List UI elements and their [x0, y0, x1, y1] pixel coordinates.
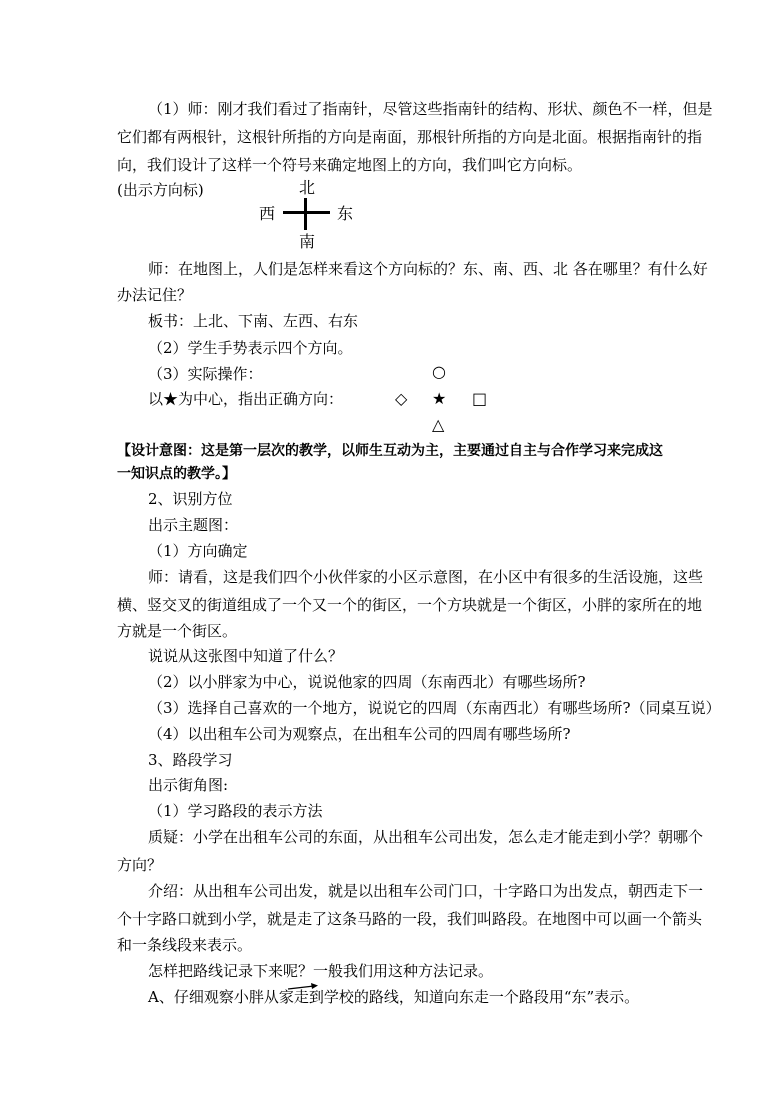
doubt-line1: 质疑：小学在出租车公司的东面，从出租车公司出发，怎么走才能走到小学？朝哪个 — [148, 828, 704, 846]
triangle-symbol: △ — [432, 415, 445, 434]
question-line2: 办法记住？ — [117, 286, 193, 304]
circle-symbol: ○ — [432, 362, 446, 381]
question-line1: 师：在地图上，人们是怎样来看这个方向标的？东、南、西、北 各在哪里？有什么好 — [148, 260, 708, 278]
a-observe-route: A、仔细观察小胖从家走到学校的路线，知道向东走一个路段用“东”表示。 — [148, 988, 640, 1006]
compass-east: 东 — [337, 204, 354, 223]
show-theme-map: 出示主题图： — [148, 516, 239, 534]
para-teacher-line1: （1）师：刚才我们看过了指南针，尽管这些指南针的结构、形状、颜色不一样，但是 — [148, 100, 713, 118]
compass-south: 南 — [299, 232, 316, 251]
compass-cross-vertical — [304, 198, 307, 230]
direction-fix: （1）方向确定 — [148, 542, 248, 560]
teacher-map-line2: 横、竖交叉的街道组成了一个又一个的街区，一个方块就是一个街区，小胖的家所在的地 — [117, 596, 703, 614]
square-symbol: □ — [472, 389, 488, 408]
compass-cross-horizontal — [283, 211, 330, 214]
section-3-heading: 3、路段学习 — [148, 751, 233, 769]
compass-north: 北 — [299, 178, 316, 197]
question-2: （2）以小胖家为中心，说说他家的四周（东南西北）有哪些场所? — [148, 673, 586, 691]
question-4: （4）以出租车公司为观察点，在出租车公司的四周有哪些场所? — [148, 725, 571, 743]
para-teacher-line3: 向，我们设计了这样一个符号来确定地图上的方向，我们叫它方向标。 — [117, 156, 583, 174]
east-arrow-icon — [287, 983, 319, 993]
step-gesture: （2）学生手势表示四个方向。 — [148, 339, 353, 357]
diamond-symbol: ◇ — [395, 389, 408, 408]
say-what-learned: 说说从这张图中知道了什么？ — [148, 647, 344, 665]
intro-line2: 个十字路口就到小学，就是走了这条马路的一段，我们叫路段。在地图中可以画一个箭头 — [117, 910, 703, 928]
doubt-line2: 方向？ — [117, 856, 163, 874]
intro-line1: 介绍：从出租车公司出发，就是以出租车公司门口，十字路口为出发点，朝西走下一 — [148, 882, 704, 900]
board-note: 板书：上北、下南、左西、右东 — [148, 312, 359, 330]
question-3: （3）选择自己喜欢的一个地方，说说它的四周（东南西北）有哪些场所?（同桌互说） — [148, 699, 721, 717]
show-street-map: 出示街角图: — [148, 776, 229, 794]
section-2-heading: 2、识别方位 — [148, 490, 233, 508]
para-teacher-line2: 它们都有两根针，这根针所指的方向是南面，那根针所指的方向是北面。根据指南针的指 — [117, 128, 703, 146]
record-method: 怎样把路线记录下来呢？一般我们用这种方法记录。 — [148, 962, 494, 980]
star-symbol: ★ — [432, 389, 447, 408]
teacher-map-line1: 师：请看，这是我们四个小伙伴家的小区示意图，在小区中有很多的生活设施，这些 — [148, 568, 704, 586]
center-instruction: 以★为中心，指出正确方向： — [148, 390, 344, 408]
design-intent-line1: 【设计意图：这是第一层次的教学，以师生互动为主，主要通过自主与合作学习来完成这 — [117, 443, 663, 459]
show-compass-label: (出示方向标) — [117, 181, 204, 199]
compass-west: 西 — [259, 204, 276, 223]
learn-segment: （1）学习路段的表示方法 — [148, 802, 323, 820]
design-intent-line2: 一知识点的教学。】 — [117, 466, 236, 482]
intro-line3: 和一条线段来表示。 — [117, 936, 253, 954]
step-practice: （3）实际操作： — [148, 365, 263, 383]
teacher-map-line3: 方就是一个街区。 — [117, 622, 238, 640]
